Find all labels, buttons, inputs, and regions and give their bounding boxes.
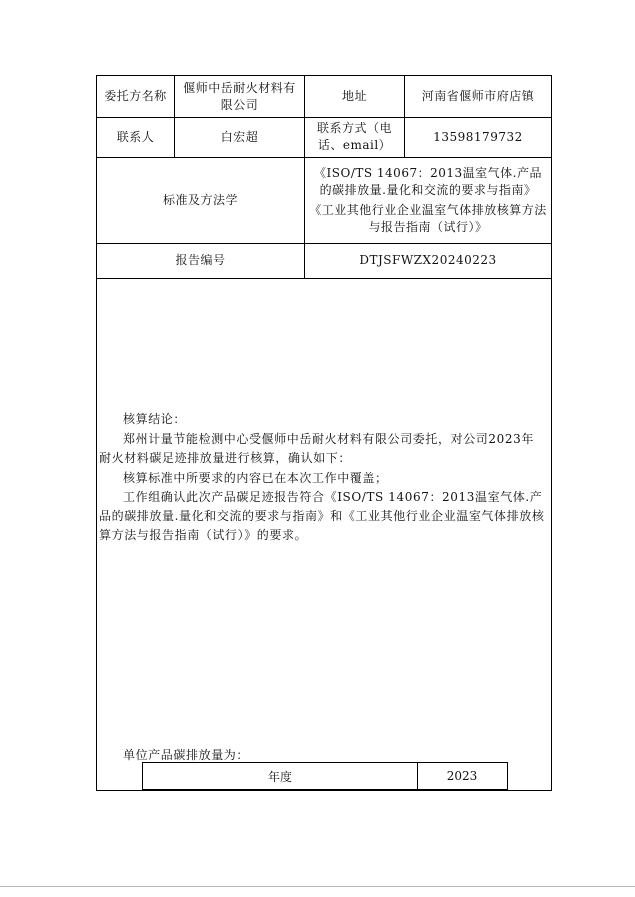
conclusion-area	[97, 278, 551, 790]
standard-label: 标准及方法学	[162, 192, 238, 207]
standard-row	[97, 157, 551, 244]
contact-method-value: 13598179732	[404, 117, 551, 157]
client-name-value: 偃师中岳耐火材料有限公司	[174, 76, 304, 117]
standard-value-guideline: 《工业其他行业企业温室气体排放核算方法与报告指南（试行）》	[309, 202, 547, 234]
address-value: 河南省偃师市府店镇	[404, 76, 551, 117]
conclusion-paragraph-3: 工作组确认此次产品碳足迹报告符合《ISO/TS 14067：2013温室气体.产品的碳排放量.量化和交流的要求与指南》和《工业其他行业企业温室气体排放核算方法与报告指南（试行）》的要求。	[99, 490, 545, 542]
contact-row	[97, 117, 551, 158]
unit-emission-label: 单位产品碳排放量为：	[123, 748, 250, 762]
conclusion-paragraph-2: 核算标准中所要求的内容已在本次工作中覆盖；	[123, 471, 388, 485]
report-number-value: DTJSFWZX20240223	[304, 243, 551, 278]
client-row	[97, 76, 551, 118]
address-label: 地址	[304, 76, 404, 117]
year-label: 年度	[143, 763, 418, 789]
unit-emission-table	[142, 762, 508, 790]
year-value: 2023	[446, 769, 478, 783]
standard-value	[304, 157, 551, 243]
standard-value-iso: 《ISO/TS 14067：2013温室气体.产品的碳排放量.量化和交流的要求与指南》	[314, 165, 542, 197]
report-number-label: 报告编号	[175, 253, 226, 267]
conclusion-heading: 核算结论：	[123, 412, 187, 426]
client-name-label: 委托方名称	[104, 89, 167, 103]
report-cover-table	[96, 75, 552, 791]
report-number-row	[97, 243, 551, 279]
contact-method-label: 联系方式（电话、email）	[304, 117, 404, 157]
page-bottom-edge	[0, 886, 635, 897]
conclusion-paragraph-1: 郑州计量节能检测中心受偃师中岳耐火材料有限公司委托，对公司2023年耐火材料碳足迹排放量进行核算，确认如下：	[99, 432, 534, 465]
contact-person-value: 白宏超	[174, 117, 304, 157]
contact-person-label: 联系人	[116, 129, 155, 144]
